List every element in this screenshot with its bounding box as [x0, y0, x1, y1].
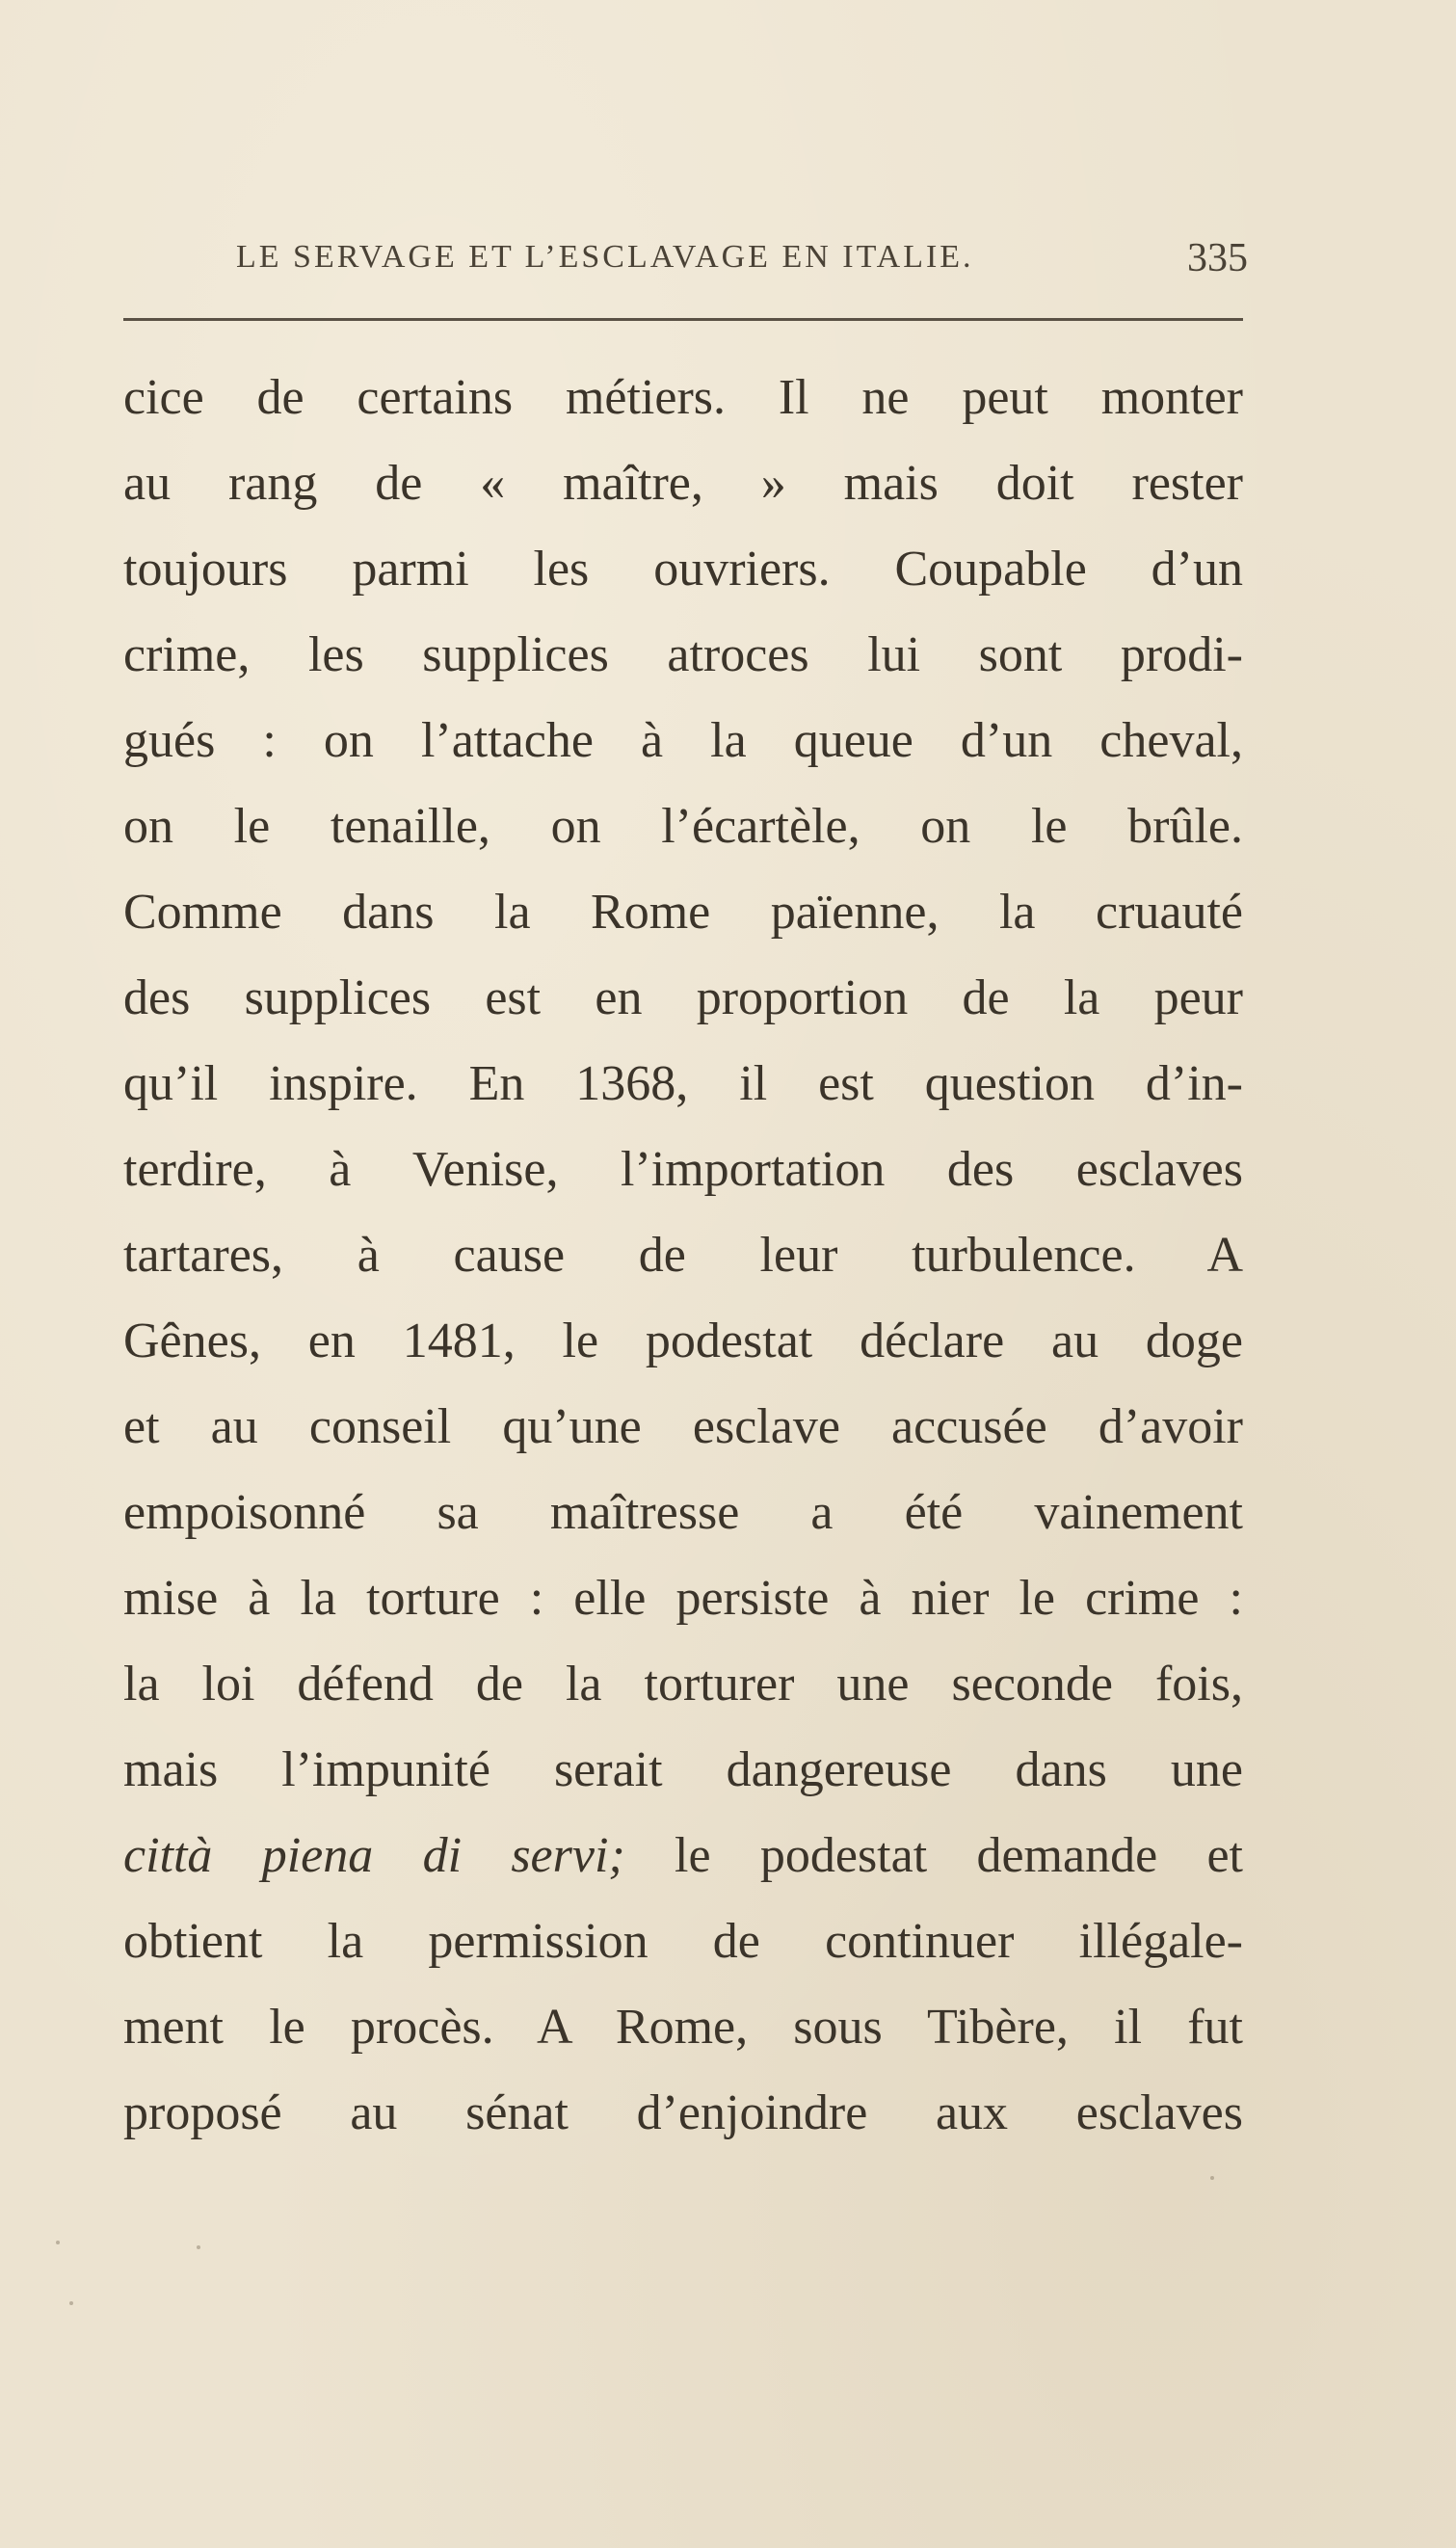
page-header [236, 236, 1248, 297]
text-line: et au conseil qu’une esclave accusée d’avoir [123, 1399, 1243, 1454]
text-line: ment le procès. A Rome, sous Tibère, il fut [123, 2000, 1243, 2055]
paper-speck [69, 2301, 73, 2305]
text-line: proposé au sénat d’enjoindre aux esclaves [123, 2085, 1243, 2140]
text-line-mixed [123, 1813, 1243, 1898]
running-title: LE SERVAGE ET L’ESCLAVAGE EN ITALIE. [236, 239, 974, 275]
text-line: des supplices est en proportion de la peur [123, 970, 1243, 1025]
text-line: obtient la permission de continuer illégale- [123, 1914, 1243, 1969]
paper-speck [1210, 2176, 1214, 2180]
text-line-rest: le podestat demande et [624, 1828, 1243, 1883]
text-line: au rang de « maître, » mais doit rester [123, 456, 1243, 511]
text-line: toujours parmi les ouvriers. Coupable d’un [123, 542, 1243, 597]
page-number: 335 [1187, 236, 1248, 280]
text-line: tartares, à cause de leur turbulence. A [123, 1228, 1243, 1283]
text-line: on le tenaille, on l’écartèle, on le brûle. [123, 799, 1243, 854]
body-text [123, 355, 1243, 2156]
paper-speck [197, 2245, 200, 2249]
text-line: cice de certains métiers. Il ne peut monter [123, 370, 1243, 425]
paper-speck [56, 2241, 60, 2244]
text-line: crime, les supplices atroces lui sont prodi- [123, 627, 1243, 682]
text-line: la loi défend de la torturer une seconde fois, [123, 1657, 1243, 1712]
text-line: terdire, à Venise, l’importation des esclaves [123, 1142, 1243, 1197]
text-line: mais l’impunité serait dangereuse dans une [123, 1742, 1243, 1797]
text-line: Gênes, en 1481, le podestat déclare au doge [123, 1314, 1243, 1368]
text-line: gués : on l’attache à la queue d’un cheval, [123, 713, 1243, 768]
text-line: Comme dans la Rome païenne, la cruauté [123, 885, 1243, 940]
text-line: mise à la torture : elle persiste à nier le crime : [123, 1571, 1243, 1626]
text-line: empoisonné sa maîtresse a été vainement [123, 1485, 1243, 1540]
header-rule [123, 318, 1243, 321]
text-line: qu’il inspire. En 1368, il est question d’in- [123, 1056, 1243, 1111]
italic-phrase: città piena di servi; [123, 1828, 625, 1883]
